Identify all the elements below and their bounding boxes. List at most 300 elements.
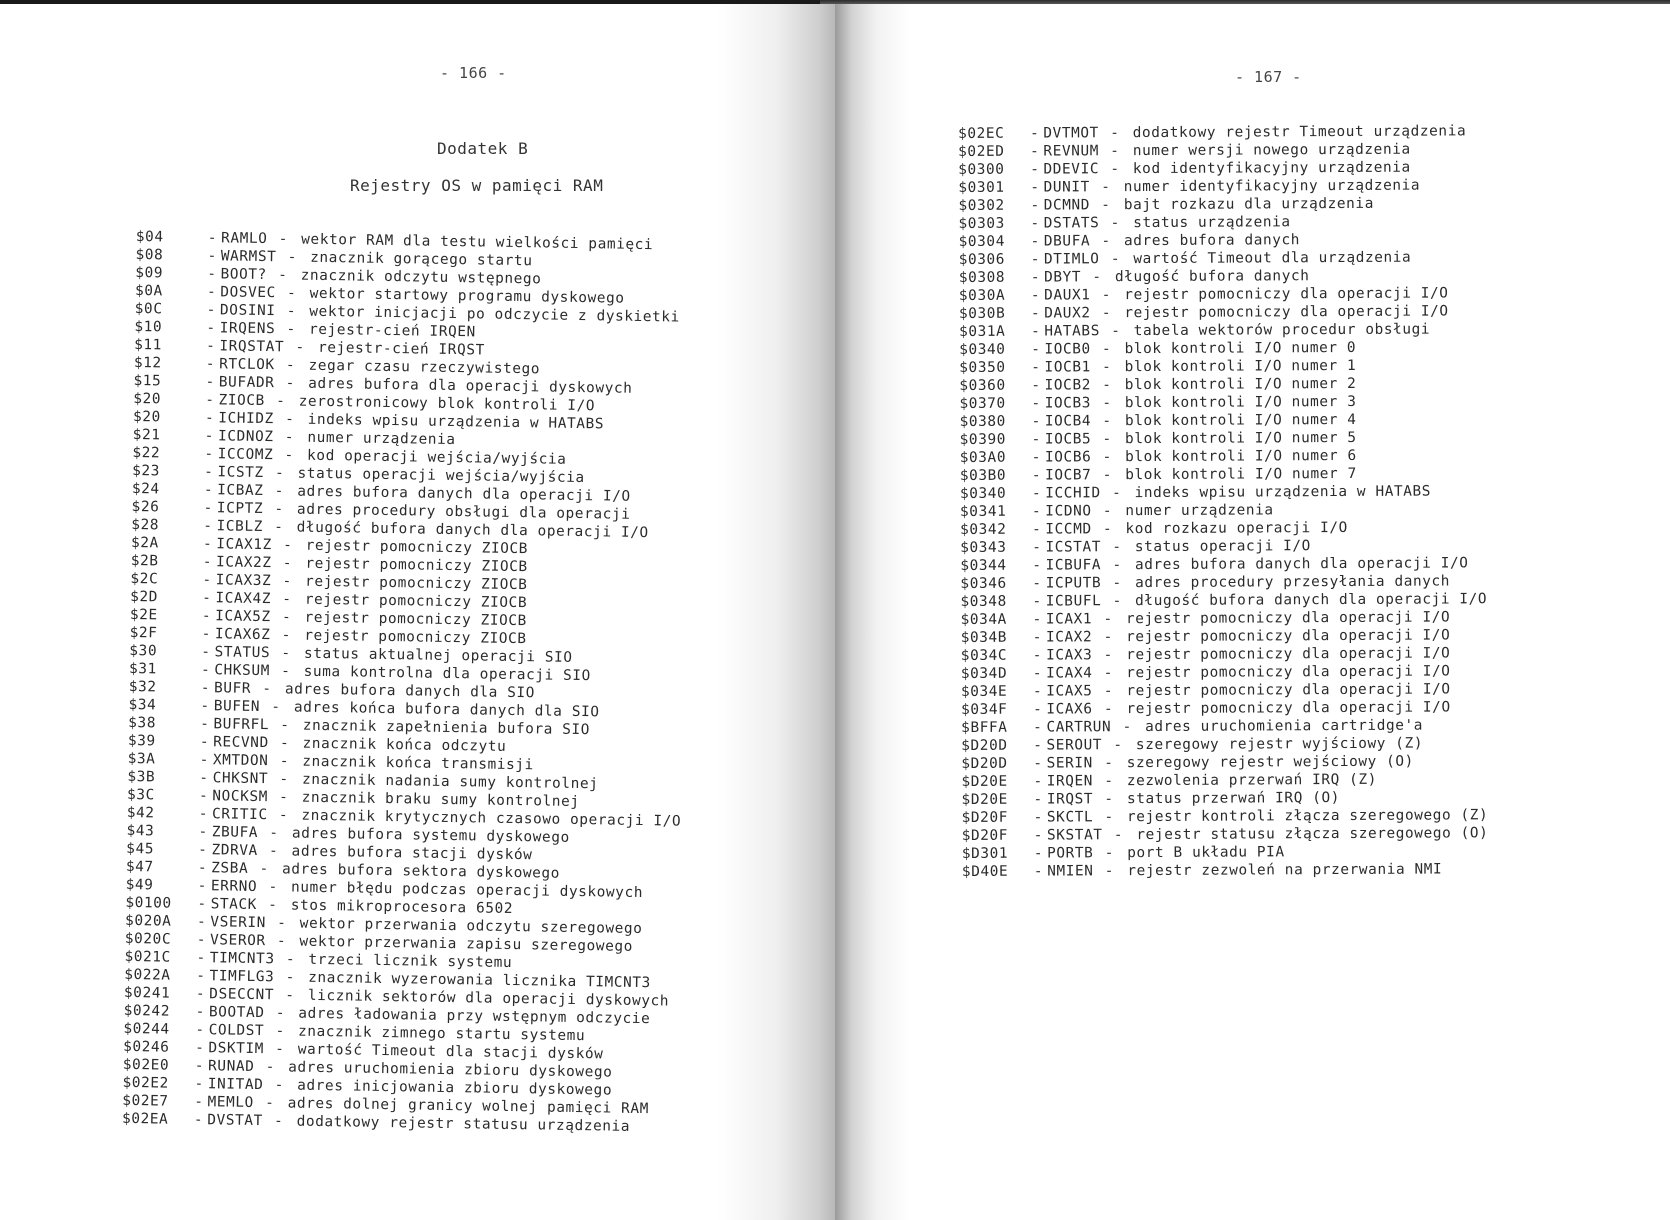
register-address: $034D bbox=[960, 665, 1008, 682]
register-name: COLDST bbox=[208, 1022, 265, 1040]
register-address: $D20D bbox=[961, 737, 1008, 754]
dash-separator: - bbox=[1033, 863, 1044, 880]
dash-separator: - bbox=[1033, 773, 1043, 790]
dash-separator: - bbox=[198, 842, 208, 859]
dash-separator: - bbox=[204, 428, 215, 445]
register-name: BOOT? bbox=[220, 266, 267, 284]
register-description: wartość Timeout dla stacji dysków bbox=[297, 1041, 604, 1063]
register-description: adres bufora systemu dyskowego bbox=[291, 825, 570, 846]
register-description: adres końca bufora danych dla SIO bbox=[293, 699, 600, 721]
dash-separator: - bbox=[198, 824, 208, 841]
register-name: ZIOCB bbox=[218, 392, 266, 410]
register-address: $0340 bbox=[959, 341, 1006, 358]
register-description: rejestr pomocniczy dla operacji I/O bbox=[1126, 699, 1451, 718]
register-address: $D20F bbox=[961, 827, 1009, 844]
register-name: IOCB4 bbox=[1044, 413, 1092, 430]
dash-separator: - bbox=[275, 987, 305, 1004]
register-address: $030A bbox=[958, 287, 1006, 304]
dash-separator: - bbox=[1033, 737, 1043, 754]
register-address: $38 bbox=[128, 714, 157, 732]
register-name: ICHIDZ bbox=[218, 410, 274, 428]
dash-separator: - bbox=[196, 914, 207, 931]
dash-separator: - bbox=[270, 771, 299, 788]
register-address: $0370 bbox=[959, 395, 1006, 412]
register-name: DBYT bbox=[1044, 269, 1082, 286]
register-name: REVNUM bbox=[1043, 143, 1100, 160]
dash-separator: - bbox=[275, 447, 304, 464]
register-name: ICAX4Z bbox=[215, 590, 272, 608]
register-name: DBUFA bbox=[1043, 233, 1091, 250]
register-description: adres bufora danych dla operacji I/O bbox=[297, 483, 631, 505]
right-page bbox=[835, 4, 1670, 1220]
register-description: blok kontroli I/O numer 4 bbox=[1124, 411, 1357, 430]
dash-separator: - bbox=[1094, 647, 1123, 664]
dash-separator: - bbox=[1031, 395, 1041, 412]
dash-separator: - bbox=[266, 1023, 295, 1040]
register-address: $02ED bbox=[958, 143, 1005, 160]
register-address: $3A bbox=[127, 750, 156, 768]
dash-separator: - bbox=[1032, 647, 1043, 664]
register-description: rejestr statusu złącza szeregowego (O) bbox=[1136, 825, 1489, 844]
dash-separator: - bbox=[270, 717, 299, 734]
page-number-left: - 166 - bbox=[440, 64, 507, 82]
register-name: MEMLO bbox=[207, 1094, 254, 1111]
dash-separator: - bbox=[270, 735, 299, 752]
dash-separator: - bbox=[1095, 791, 1123, 808]
register-address: $D20F bbox=[961, 809, 1008, 826]
register-description: dodatkowy rejestr Timeout urządzenia bbox=[1132, 123, 1467, 142]
register-name: DOSINI bbox=[219, 302, 276, 320]
register-description: zegar czasu rzeczywistego bbox=[308, 357, 541, 378]
dash-separator: - bbox=[1030, 251, 1041, 268]
register-description: status przerwań IRQ (O) bbox=[1126, 790, 1341, 808]
register-description: wektor przerwania zapisu szeregowego bbox=[299, 933, 634, 955]
dash-separator: - bbox=[1030, 197, 1040, 214]
register-name: SEROUT bbox=[1046, 737, 1103, 754]
register-description: blok kontroli I/O numer 7 bbox=[1125, 465, 1357, 484]
register-description: szeregowy rejestr wejściowy (O) bbox=[1126, 753, 1414, 772]
register-description: znacznik zapełnienia bufora SIO bbox=[302, 717, 591, 739]
dash-separator: - bbox=[258, 897, 287, 914]
register-entry bbox=[958, 176, 1485, 197]
dash-separator: - bbox=[1103, 539, 1131, 556]
register-name: ICAX3 bbox=[1046, 647, 1093, 664]
register-name: CHKSUM bbox=[214, 662, 271, 680]
register-address: $34 bbox=[128, 696, 157, 714]
register-description: numer identyfikacyjny urządzenia bbox=[1123, 177, 1421, 196]
dash-separator: - bbox=[276, 357, 305, 374]
dash-separator: - bbox=[204, 410, 215, 427]
dash-separator: - bbox=[194, 1094, 204, 1111]
dash-separator: - bbox=[1091, 179, 1120, 196]
register-description: port B układu PIA bbox=[1127, 844, 1285, 862]
register-description: rejestr pomocniczy dla operacji I/O bbox=[1126, 681, 1451, 700]
register-name: CHKSNT bbox=[212, 770, 269, 788]
register-name: ICCOMZ bbox=[217, 446, 274, 464]
dash-separator: - bbox=[1033, 701, 1043, 718]
dash-separator: - bbox=[1032, 539, 1042, 556]
dash-separator: - bbox=[276, 951, 305, 968]
register-description: rejestr pomocniczy dla operacji I/O bbox=[1126, 645, 1451, 664]
register-description: suma kontrolna dla operacji SIO bbox=[303, 663, 591, 685]
dash-separator: - bbox=[202, 590, 212, 607]
dash-separator: - bbox=[1031, 413, 1041, 430]
dash-separator: - bbox=[204, 446, 214, 463]
dash-separator: - bbox=[1030, 305, 1041, 322]
register-name: NOCKSM bbox=[212, 788, 269, 806]
register-address: $28 bbox=[131, 516, 160, 534]
register-address: $034F bbox=[961, 701, 1008, 718]
appendix-heading: Dodatek B bbox=[437, 139, 529, 158]
register-address: $2F bbox=[129, 624, 158, 642]
register-address: $15 bbox=[133, 372, 162, 390]
dash-separator: - bbox=[272, 627, 301, 644]
register-description: adres bufora danych dla operacji I/O bbox=[1134, 555, 1469, 574]
register-address: $2D bbox=[130, 588, 159, 606]
register-name: PORTB bbox=[1047, 845, 1094, 862]
register-list-right bbox=[958, 122, 1489, 881]
register-name: IOCB1 bbox=[1044, 359, 1091, 376]
register-name: ICAX2Z bbox=[215, 554, 272, 572]
dash-separator: - bbox=[1030, 143, 1040, 160]
register-description: adres bufora stacji dysków bbox=[291, 843, 533, 864]
dash-separator: - bbox=[202, 554, 213, 571]
register-name: BUFRFL bbox=[213, 716, 270, 734]
register-description: wektor inicjacji po odczycie z dyskietki bbox=[309, 303, 681, 326]
register-address: $0302 bbox=[958, 197, 1005, 214]
dash-separator: - bbox=[1101, 251, 1130, 268]
register-address: $08 bbox=[135, 246, 164, 264]
register-address: $D20E bbox=[961, 791, 1008, 808]
register-description: adres bufora danych bbox=[1123, 232, 1301, 250]
register-address: $0342 bbox=[960, 521, 1007, 538]
register-name: IOCB2 bbox=[1044, 377, 1092, 394]
dash-separator: - bbox=[266, 1005, 295, 1022]
left-page bbox=[0, 4, 835, 1220]
dash-separator: - bbox=[265, 1041, 294, 1058]
register-address: $04 bbox=[135, 228, 164, 246]
register-description: rejestr pomocniczy ZIOCB bbox=[305, 555, 528, 576]
dash-separator: - bbox=[265, 483, 294, 500]
dash-separator: - bbox=[1092, 377, 1121, 394]
dash-separator: - bbox=[1031, 359, 1041, 376]
register-name: STATUS bbox=[214, 644, 271, 662]
register-address: $0244 bbox=[123, 1020, 170, 1038]
dash-separator: - bbox=[1093, 521, 1122, 538]
register-name: DOSVEC bbox=[220, 284, 276, 302]
register-entry bbox=[961, 752, 1488, 773]
dash-separator: - bbox=[1032, 557, 1042, 574]
dash-separator: - bbox=[1093, 413, 1121, 430]
register-address: $12 bbox=[133, 354, 162, 372]
register-address: $0301 bbox=[958, 179, 1005, 196]
dash-separator: - bbox=[1030, 179, 1040, 196]
register-name: STACK bbox=[210, 896, 258, 913]
register-description: numer wersji nowego urządzenia bbox=[1132, 141, 1411, 160]
register-address: $02E0 bbox=[122, 1056, 170, 1074]
dash-separator: - bbox=[1094, 683, 1123, 700]
dash-separator: - bbox=[277, 285, 306, 302]
register-name: DAUX2 bbox=[1044, 305, 1091, 322]
register-description: adres inicjowania zbioru dyskowego bbox=[297, 1077, 613, 1099]
register-address: $2C bbox=[130, 570, 159, 588]
dash-separator: - bbox=[206, 320, 216, 337]
dash-separator: - bbox=[256, 1058, 285, 1076]
dash-separator: - bbox=[207, 230, 218, 247]
register-name: NMIEN bbox=[1047, 863, 1094, 880]
dash-separator: - bbox=[1031, 341, 1041, 358]
register-address: $02EA bbox=[121, 1110, 169, 1128]
register-address: $0306 bbox=[958, 251, 1006, 268]
register-description: adres procedury przesyłania danych bbox=[1135, 573, 1451, 592]
register-name: DDEVIC bbox=[1043, 161, 1100, 178]
register-address: $03B0 bbox=[959, 467, 1007, 484]
dash-separator: - bbox=[267, 933, 296, 950]
register-address: $32 bbox=[128, 678, 157, 696]
register-description: adres procedury obsługi dla operacji bbox=[296, 501, 631, 523]
dash-separator: - bbox=[259, 879, 288, 896]
register-description: wektor startowy programu dyskowego bbox=[309, 285, 625, 307]
register-name: BUFEN bbox=[213, 698, 261, 716]
dash-separator: - bbox=[194, 1058, 205, 1075]
dash-separator: - bbox=[275, 411, 304, 428]
register-name: DVSTAT bbox=[207, 1112, 263, 1130]
register-address: $45 bbox=[126, 840, 155, 858]
register-name: IRQST bbox=[1046, 791, 1094, 808]
dash-separator: - bbox=[1032, 665, 1043, 682]
register-name: ICPTZ bbox=[216, 500, 264, 518]
dash-separator: - bbox=[259, 825, 289, 842]
dash-separator: - bbox=[265, 501, 294, 518]
register-address: $0100 bbox=[125, 894, 172, 912]
register-description: rejestr pomocniczy ZIOCB bbox=[304, 609, 527, 630]
register-name: IOCB3 bbox=[1044, 395, 1092, 412]
dash-separator: - bbox=[1094, 629, 1123, 646]
dash-separator: - bbox=[1100, 143, 1129, 160]
register-name: IRQENS bbox=[219, 320, 276, 338]
register-name: ICDNOZ bbox=[217, 428, 274, 446]
register-description: znacznik końca transmisji bbox=[302, 753, 535, 774]
dash-separator: - bbox=[207, 266, 217, 283]
register-description: rejestr kontroli złącza szeregowego (Z) bbox=[1126, 807, 1489, 826]
dash-separator: - bbox=[202, 572, 212, 589]
dash-separator: - bbox=[200, 716, 210, 733]
register-entry bbox=[962, 824, 1489, 845]
dash-separator: - bbox=[268, 267, 297, 284]
register-entry bbox=[959, 248, 1486, 269]
register-name: DSTATS bbox=[1043, 215, 1100, 232]
register-description: blok kontroli I/O numer 6 bbox=[1125, 447, 1357, 466]
register-address: $0308 bbox=[958, 269, 1006, 286]
register-address: $26 bbox=[131, 498, 160, 516]
register-description: zerostronicowy blok kontroli I/O bbox=[298, 393, 596, 415]
register-address: $3B bbox=[127, 768, 156, 786]
dash-separator: - bbox=[1103, 593, 1132, 610]
register-address: $03A0 bbox=[959, 449, 1007, 466]
register-address: $43 bbox=[126, 822, 155, 840]
dash-separator: - bbox=[1094, 665, 1123, 682]
dash-separator: - bbox=[1092, 341, 1121, 358]
dash-separator: - bbox=[195, 986, 206, 1003]
register-address: $034B bbox=[960, 629, 1008, 646]
register-name: VSERIN bbox=[210, 914, 267, 932]
dash-separator: - bbox=[206, 284, 217, 301]
register-address: $0300 bbox=[958, 161, 1005, 178]
dash-separator: - bbox=[255, 1094, 284, 1112]
dash-separator: - bbox=[200, 698, 210, 715]
register-address: $0241 bbox=[123, 984, 171, 1002]
register-name: BUFR bbox=[213, 680, 252, 697]
dash-separator: - bbox=[1104, 827, 1133, 844]
register-address: $034A bbox=[960, 611, 1007, 628]
dash-separator: - bbox=[272, 609, 301, 626]
dash-separator: - bbox=[194, 1076, 204, 1093]
register-description: adres bufora danych dla SIO bbox=[284, 681, 536, 702]
dash-separator: - bbox=[1030, 215, 1040, 232]
dash-separator: - bbox=[199, 752, 210, 769]
dash-separator: - bbox=[201, 626, 212, 643]
dash-separator: - bbox=[1033, 719, 1043, 736]
register-address: $2E bbox=[129, 606, 158, 624]
dash-separator: - bbox=[264, 519, 293, 536]
register-address: $20 bbox=[133, 390, 162, 408]
register-name: DTIMLO bbox=[1043, 251, 1100, 268]
register-address: $0380 bbox=[959, 413, 1006, 430]
register-name: ICAX4 bbox=[1046, 665, 1093, 682]
dash-separator: - bbox=[195, 1040, 205, 1057]
dash-separator: - bbox=[202, 536, 213, 553]
dash-separator: - bbox=[204, 464, 214, 481]
register-name: DUNIT bbox=[1043, 179, 1090, 196]
register-name: HATABS bbox=[1044, 323, 1100, 340]
register-address: $0346 bbox=[960, 575, 1007, 592]
register-name: ICAX5 bbox=[1046, 683, 1093, 700]
dash-separator: - bbox=[1104, 737, 1132, 754]
register-address: $02E2 bbox=[122, 1074, 170, 1092]
register-description: znacznik krytycznych czasowo operacji I/O bbox=[301, 807, 682, 830]
dash-separator: - bbox=[203, 500, 213, 517]
dash-separator: - bbox=[1092, 233, 1121, 250]
dash-separator: - bbox=[203, 482, 214, 499]
register-name: ERRNO bbox=[210, 878, 258, 895]
dash-separator: - bbox=[273, 537, 302, 554]
register-address: $0360 bbox=[959, 377, 1006, 394]
register-description: adres dolnej granicy wolnej pamięci RAM bbox=[287, 1095, 650, 1118]
dash-separator: - bbox=[196, 968, 206, 985]
dash-separator: - bbox=[269, 807, 298, 824]
dash-separator: - bbox=[199, 734, 210, 751]
dash-separator: - bbox=[277, 321, 306, 338]
register-name: ZBUFA bbox=[211, 824, 259, 841]
register-name: ZSBA bbox=[211, 860, 249, 877]
dash-separator: - bbox=[261, 699, 291, 716]
register-description: rejestr-cień IRQEN bbox=[308, 321, 476, 341]
dash-separator: - bbox=[1101, 215, 1130, 232]
register-address: $22 bbox=[132, 444, 161, 462]
register-name: ICAX5Z bbox=[215, 608, 271, 626]
dash-separator: - bbox=[1102, 485, 1131, 502]
register-name: BUFADR bbox=[218, 374, 275, 392]
register-description: status operacji I/O bbox=[1134, 538, 1311, 556]
dash-separator: - bbox=[1093, 503, 1122, 520]
register-description: kod operacji wejścia/wyjścia bbox=[306, 447, 567, 468]
dash-separator: - bbox=[1033, 791, 1043, 808]
register-description: rejestr pomocniczy ZIOCB bbox=[304, 627, 527, 648]
register-name: IOCB6 bbox=[1044, 449, 1092, 466]
register-description: stos mikroprocesora 6502 bbox=[290, 897, 514, 918]
register-description: znacznik wyzerowania licznika TIMCNT3 bbox=[308, 969, 652, 992]
register-name: IRQSTAT bbox=[219, 338, 285, 356]
dash-separator: - bbox=[201, 644, 211, 661]
dash-separator: - bbox=[1033, 809, 1043, 826]
register-description: blok kontroli I/O numer 1 bbox=[1124, 357, 1357, 376]
register-description: indeks wpisu urządzenia w HATABS bbox=[1134, 483, 1432, 502]
register-address: $11 bbox=[134, 336, 163, 354]
register-address: $034E bbox=[960, 683, 1008, 700]
register-address: $0343 bbox=[960, 539, 1007, 556]
register-description: blok kontroli I/O numer 2 bbox=[1124, 375, 1357, 394]
register-name: RUNAD bbox=[207, 1058, 255, 1075]
appendix-subheading: Rejestry OS w pamięci RAM bbox=[350, 176, 604, 195]
register-address: $0303 bbox=[958, 215, 1005, 232]
dash-separator: - bbox=[276, 375, 305, 392]
dash-separator: - bbox=[196, 932, 207, 949]
dash-separator: - bbox=[277, 303, 306, 320]
dash-separator: - bbox=[267, 915, 296, 932]
register-description: znacznik nadania sumy kontrolnej bbox=[301, 771, 599, 793]
dash-separator: - bbox=[203, 518, 213, 535]
register-address: $02E7 bbox=[122, 1092, 169, 1110]
register-address: $39 bbox=[127, 732, 156, 750]
dash-separator: - bbox=[1095, 863, 1124, 880]
dash-separator: - bbox=[195, 1022, 205, 1039]
register-description: wartość Timeout dla urządzenia bbox=[1133, 249, 1412, 268]
dash-separator: - bbox=[1101, 161, 1129, 178]
dash-separator: - bbox=[1113, 719, 1142, 736]
register-description: adres bufora dla operacji dyskowych bbox=[308, 375, 633, 397]
dash-separator: - bbox=[252, 680, 282, 698]
dash-separator: - bbox=[1095, 809, 1124, 826]
dash-separator: - bbox=[1033, 755, 1043, 772]
register-name: DSKTIM bbox=[208, 1040, 265, 1058]
register-name: RECVND bbox=[213, 734, 269, 752]
register-name: ICPUTB bbox=[1045, 575, 1102, 592]
register-address: $0A bbox=[134, 282, 163, 300]
dash-separator: - bbox=[205, 356, 216, 373]
register-description: blok kontroli I/O numer 0 bbox=[1124, 339, 1357, 358]
dash-separator: - bbox=[198, 806, 209, 823]
dash-separator: - bbox=[196, 950, 206, 967]
register-description: rejestr-cień IRQST bbox=[317, 339, 485, 359]
dash-separator: - bbox=[205, 392, 215, 409]
register-name: ZDRVA bbox=[211, 842, 258, 859]
register-description: blok kontroli I/O numer 3 bbox=[1124, 393, 1357, 412]
register-name: ICCHID bbox=[1045, 485, 1101, 502]
register-name: ICBUFL bbox=[1045, 593, 1102, 610]
dash-separator: - bbox=[273, 573, 302, 590]
page-number-right: - 167 - bbox=[1235, 68, 1302, 86]
dash-separator: - bbox=[1093, 395, 1121, 412]
dash-separator: - bbox=[1093, 467, 1122, 484]
dash-separator: - bbox=[197, 860, 208, 877]
register-address: $09 bbox=[135, 264, 164, 282]
dash-separator: - bbox=[265, 465, 294, 482]
register-name: SKCTL bbox=[1046, 809, 1094, 826]
register-description: długość bufora danych bbox=[1114, 268, 1310, 286]
register-address: $31 bbox=[128, 660, 157, 678]
dash-separator: - bbox=[272, 591, 301, 608]
register-description: rejestr pomocniczy dla operacji I/O bbox=[1124, 285, 1449, 304]
